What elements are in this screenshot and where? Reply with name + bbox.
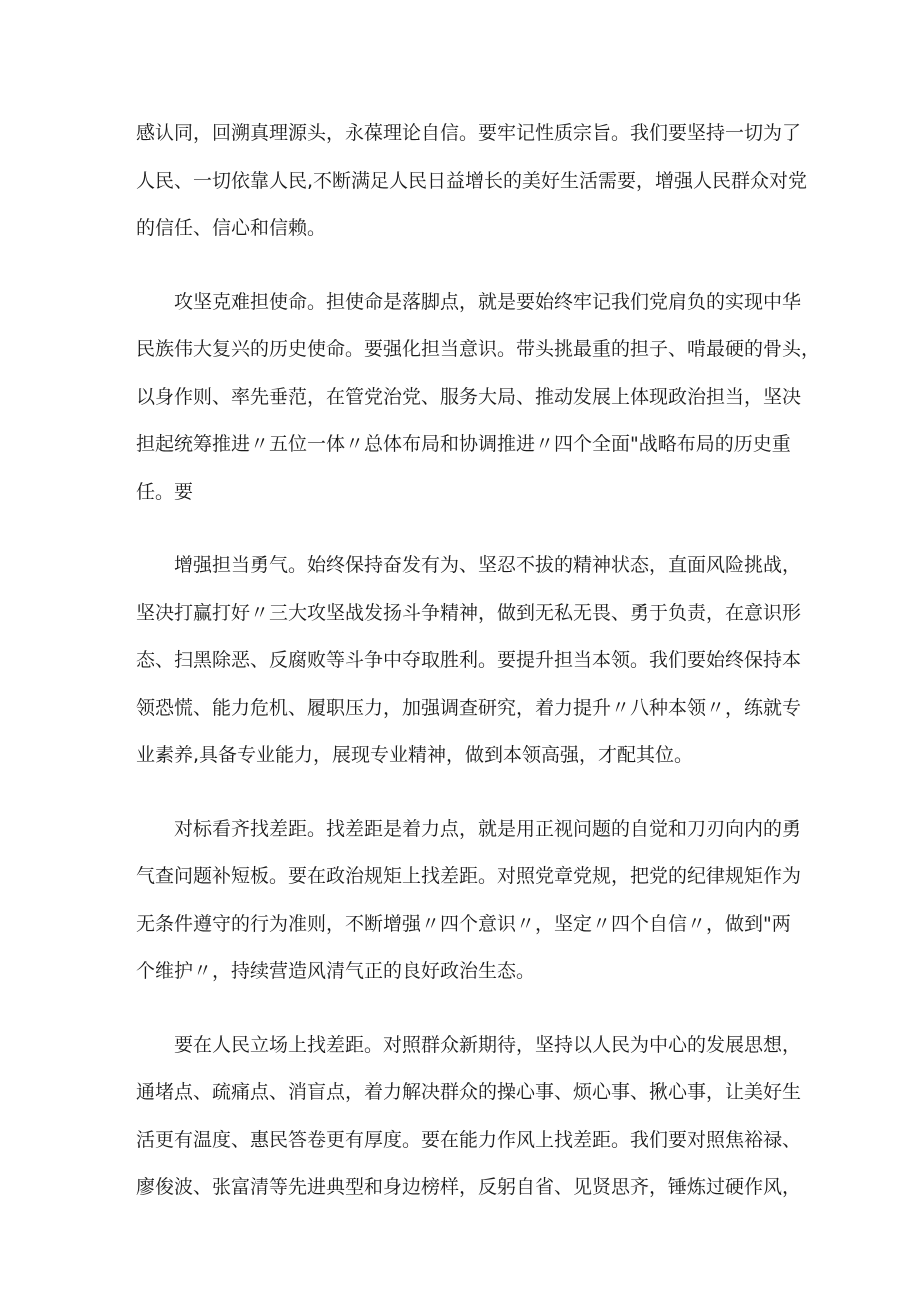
text-line: 感认同，回溯真理源头，永葆理论自信。要牢记性质宗旨。我们要坚持一切为了: [136, 122, 802, 144]
paragraph-1: [136, 110, 808, 253]
text-line: 增强担当勇气。始终保持奋发有为、坚忍不拔的精神状态，直面风险挑战，: [174, 554, 802, 576]
text-line: 对标看齐找差距。找差距是着力点，就是用正视问题的自觉和刀刃向内的勇: [174, 817, 802, 840]
text-line: 气查问题补短板。要在政治规矩上找差距。对照党章党规，把党的纪律规矩作为: [136, 865, 802, 887]
text-line: 坚决打赢打好〃三大攻坚战发扬斗争精神，做到无私无畏、勇于负责，在意识形: [136, 601, 802, 624]
paragraph-3: [136, 542, 802, 780]
paragraph-5: [136, 1022, 802, 1212]
text-line: 的信任、信心和信赖。: [136, 217, 327, 239]
text-line: 民族伟大复兴的历史使命。要强化担当意识。带头挑最重的担子、啃最硬的骨头，: [136, 338, 821, 360]
text-line: 攻坚克难担使命。担使命是落脚点，就是要始终牢记我们党肩负的实现中华: [174, 290, 802, 313]
text-line: 要在人民立场上找差距。对照群众新期待，坚持以人民为中心的发展思想，: [174, 1033, 802, 1056]
text-line: 业素养,具备专业能力，展现专业精神，做到本领高强，才配其位。: [136, 744, 694, 766]
text-line: 任。要: [136, 480, 194, 503]
text-line: 人民、一切依靠人民,不断满足人民日益增长的美好生活需要，增强人民群众对党: [136, 169, 808, 192]
text-line: 个维护〃，持续营造风清气正的良好政治生态。: [136, 960, 536, 982]
text-line: 活更有温度、惠民答卷更有厚度。要在能力作风上找差距。我们要对照焦裕禄、: [136, 1128, 802, 1151]
text-line: 无条件遵守的行为准则，不断增强〃四个意识〃，坚定〃四个自信〃，做到"两: [136, 912, 791, 935]
paragraph-4: [136, 806, 802, 996]
text-line: 以身作则、率先垂范，在管党治党、服务大局、推动发展上体现政治担当，坚决: [136, 385, 802, 408]
paragraph-2: [136, 279, 821, 517]
text-line: 通堵点、疏痛点、消盲点，着力解决群众的操心事、烦心事、揪心事，让美好生: [136, 1081, 802, 1103]
text-line: 担起统筹推进〃五位一体〃总体布局和协调推进〃四个全面"战略布局的历史重: [136, 433, 791, 455]
text-line: 领恐慌、能力危机、履职压力，加强调查研究，着力提升〃八种本领〃，练就专: [136, 696, 802, 719]
text-line: 廖俊波、张富清等先进典型和身边榜样，反躬自省、见贤思齐，锤炼过硬作风，: [136, 1176, 802, 1198]
text-line: 态、扫黑除恶、反腐败等斗争中夺取胜利。要提升担当本领。我们要始终保持本: [136, 649, 802, 671]
